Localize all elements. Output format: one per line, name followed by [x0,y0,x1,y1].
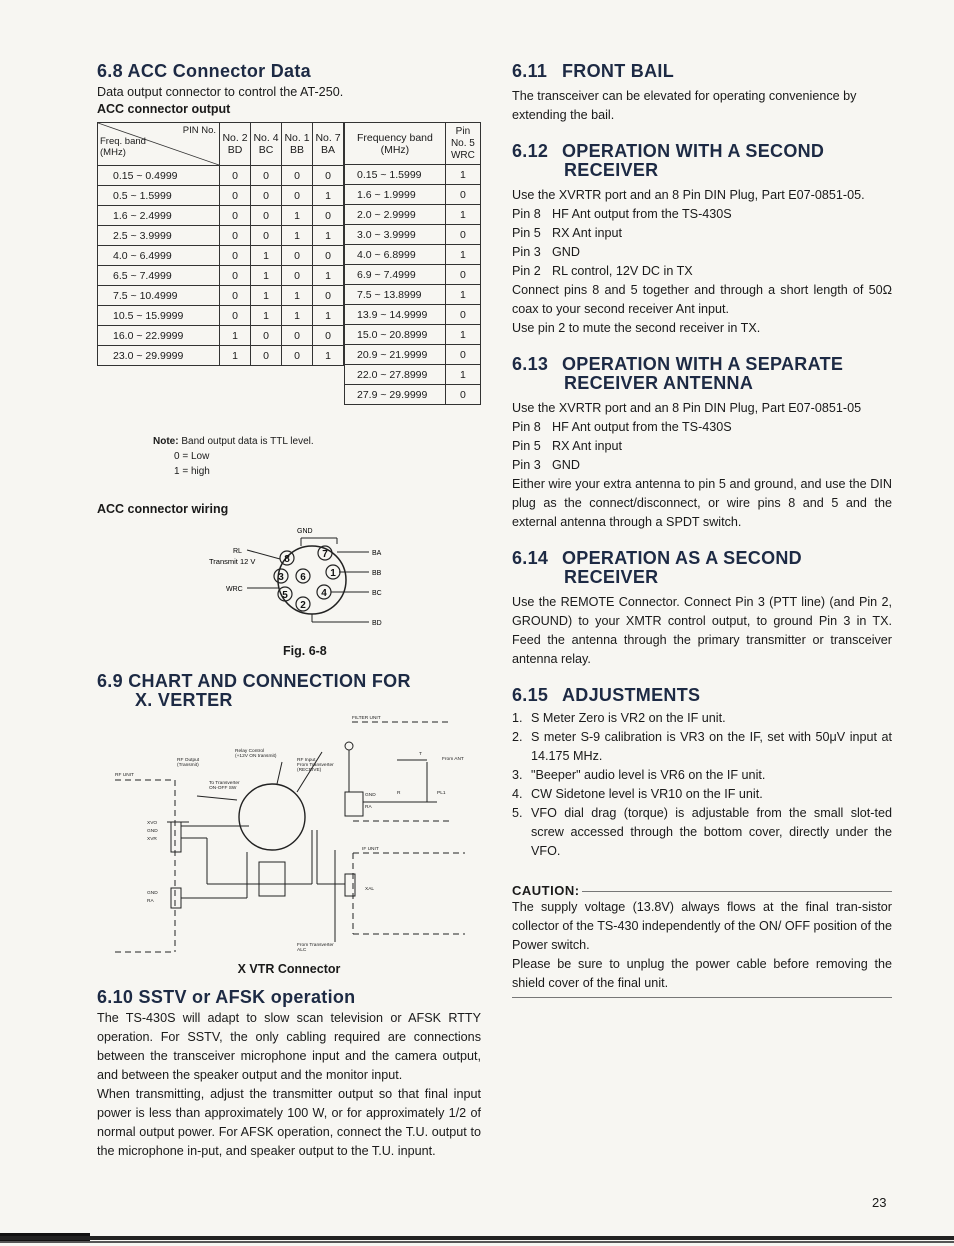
section-6-11-title: 6.11 FRONT BAIL [512,61,674,81]
bit-cell: 0 [251,346,282,366]
section-6-14-title: 6.14 OPERATION AS A SECOND RECEIVER [512,548,802,587]
pin-line [512,224,892,243]
wrc-header-freq: Frequency band (MHz) [345,123,446,165]
table-row [345,265,481,285]
section-6-10-title: 6.10 SSTV or AFSK operation [97,987,356,1007]
wrc-table [344,122,481,405]
pin-line [512,262,892,281]
bit-cell: 0 [220,206,251,226]
table-row [345,365,481,385]
wrc-cell: 1 [445,245,480,265]
pin-7: 7 [322,549,328,560]
xvtr-caption: X VTR Connector [237,962,341,976]
fig-6-8-caption: Fig. 6-8 [283,644,327,658]
label-rf-in2: From Transverter [297,763,334,768]
bit-cell: 0 [313,166,344,186]
left-column [97,62,481,1161]
bit-cell: 0 [251,226,282,246]
wrc-cell: 0 [445,305,480,325]
list-item [512,709,892,728]
pin-description: GND [552,245,580,259]
wrc-cell: 0 [445,345,480,365]
bit-cell: 0 [220,266,251,286]
wrc-cell: 1 [445,205,480,225]
caution-header [512,883,892,898]
section-6-12-pins [512,205,892,281]
label-pl1: PL1 [437,791,446,796]
item-number: 2. [512,730,523,744]
label-gnd3: GND [365,793,376,798]
table-row [98,326,344,346]
bit-cell: 1 [251,286,282,306]
table-row [98,206,344,226]
bit-cell: 1 [251,246,282,266]
pin-line [512,205,892,224]
item-text: CW Sidetone level is VR10 on the IF unit. [531,787,763,801]
table-row [98,226,344,246]
pin-description: RX Ant input [552,226,623,240]
bit-cell: 0 [282,266,313,286]
ttl-note [153,434,314,479]
header-freq-band: Freq. band (MHz) [100,136,146,158]
freq-cell: 3.0 ~ 3.9999 [345,225,446,245]
pin-line [512,437,892,456]
section-6-10-p1: The TS-430S will adapt to slow scan television or AFSK RTTY operation. For SSTV, the only cabling required are connections between the transceiver microphone input and the camera output, and between the speaker output and the monitor input. [97,1011,481,1082]
label-rf-in3: (RECEIVE) [297,768,322,773]
bit-cell: 1 [282,226,313,246]
wrc-cell: 0 [445,385,480,405]
bit-cell: 0 [220,246,251,266]
label-xvr: XVR [147,837,157,842]
bottom-rule-thin [0,1241,954,1243]
col-header-pin7: No. 7 BA [313,123,344,166]
caution-bottom-rule [512,997,892,998]
pin-number: Pin 2 [512,264,541,278]
wiring-wrc: WRC [226,586,243,593]
item-number: 3. [512,768,523,782]
pin-8: 8 [284,554,290,565]
bit-cell: 0 [313,206,344,226]
table-row [345,185,481,205]
section-6-12-p2: Connect pins 8 and 5 together and through a short length of 50Ω coax to your second receiver Ant input. [512,283,892,316]
table-row [345,285,481,305]
bottom-rule [0,1236,954,1240]
label-rf-out2: (Transmit) [177,763,199,768]
table-row [98,266,344,286]
label-r: R [397,791,401,796]
bit-cell: 0 [282,166,313,186]
table-row [345,245,481,265]
freq-cell: 0.15 ~ 1.5999 [345,165,446,185]
table-row [98,166,344,186]
freq-cell: 22.0 ~ 27.8999 [345,365,446,385]
bit-cell: 0 [282,246,313,266]
freq-cell: 7.5 ~ 13.8999 [345,285,446,305]
list-item [512,804,892,861]
bit-cell: 1 [313,346,344,366]
pin-description: GND [552,458,580,472]
pin-line [512,456,892,475]
section-6-13-title: 6.13 OPERATION WITH A SEPARATE RECEIVER ANTENNA [512,354,844,393]
item-text: S Meter Zero is VR2 on the IF unit. [531,711,726,725]
label-filter-unit: FILTER UNIT [352,716,381,721]
label-if-unit: IF UNIT [362,847,379,852]
bit-cell: 0 [282,326,313,346]
wiring-bb: BB [372,570,382,577]
wrc-cell: 1 [445,365,480,385]
pin-5: 5 [282,590,288,601]
table-row [98,286,344,306]
note-low: 0 = Low [174,451,210,462]
wrc-cell: 1 [445,325,480,345]
pin-1: 1 [330,568,336,579]
pin-number: Pin 5 [512,439,541,453]
caution-rule [582,891,892,892]
note-label: Note: [153,436,179,447]
label-gnd2: GND [147,891,158,896]
pin-line [512,243,892,262]
wiring-tx: Transmit 12 V [209,557,256,566]
pin-2: 2 [300,600,306,611]
label-ra2: RA [365,805,372,810]
pin-number: Pin 3 [512,458,541,472]
item-number: 1. [512,711,523,725]
table-row [98,246,344,266]
bit-cell: 1 [282,206,313,226]
freq-cell: 20.9 ~ 21.9999 [345,345,446,365]
freq-cell: 10.5 ~ 15.9999 [98,306,220,326]
acc-wiring-title: ACC connector wiring [97,502,229,516]
table-row [345,305,481,325]
section-6-8-intro: Data output connector to control the AT-250. [97,85,344,99]
freq-cell: 13.9 ~ 14.9999 [345,305,446,325]
item-text: "Beeper" audio level is VR6 on the IF unit. [531,768,766,782]
acc-tables [97,102,481,477]
table-row [98,306,344,326]
caution-title: CAUTION: [512,883,580,898]
table-row [345,325,481,345]
freq-cell: 4.0 ~ 6.8999 [345,245,446,265]
section-6-12-title: 6.12 OPERATION WITH A SECOND RECEIVER [512,141,825,180]
list-item [512,766,892,785]
bit-cell: 1 [313,186,344,206]
label-alc: ALC [297,948,307,953]
table-row [98,346,344,366]
label-to-tv2: ON-OFF SW [209,786,237,791]
acc-output-title: ACC connector output [97,102,231,116]
wrc-header-pin: Pin No. 5 WRC [445,123,480,165]
label-to-tv: To Transverter [209,781,240,786]
pin-description: HF Ant output from the TS-430S [552,420,732,434]
freq-cell: 0.5 ~ 1.5999 [98,186,220,206]
adjustments-list [512,709,892,861]
wrc-cell: 1 [445,285,480,305]
section-6-12-p1: Use the XVRTR port and an 8 Pin DIN Plug, Part E07-0851-05. [512,188,865,202]
bit-cell: 1 [313,266,344,286]
pin-description: RX Ant input [552,439,623,453]
bit-cell: 1 [220,326,251,346]
freq-cell: 2.0 ~ 2.9999 [345,205,446,225]
xvtr-schematic [97,712,481,960]
freq-cell: 15.0 ~ 20.8999 [345,325,446,345]
bit-cell: 0 [251,206,282,226]
freq-cell: 23.0 ~ 29.9999 [98,346,220,366]
pin-6: 6 [300,572,306,583]
label-relay2: (+12V ON transmit) [235,754,277,759]
note-high: 1 = high [174,466,210,477]
bit-cell: 0 [251,166,282,186]
pin-line [512,418,892,437]
bit-cell: 1 [282,306,313,326]
bit-cell: 0 [220,166,251,186]
label-ra: RA [147,899,154,904]
pin-description: RL control, 12V DC in TX [552,264,693,278]
section-6-10-p2: When transmitting, adjust the transmitter output so that final input power is less than approximately 100 W, or for approximately 1/2 of normal output power. For AFSK operation, connect the T.U. output to the microphone in-put, and speaker output to the T.U. inpunt. [97,1087,481,1158]
bit-cell: 1 [313,306,344,326]
pin-number: Pin 5 [512,226,541,240]
section-6-8-title: 6.8 ACC Connector Data [97,61,311,81]
section-6-13-p2: Either wire your extra antenna to pin 5 and ground, and use the DIN plug as the connect/disconnect, or wire pins 8 and 5 and the external antenna through a SPDT switch. [512,477,892,529]
section-6-13-pins [512,418,892,475]
section-6-13-p1: Use the XVRTR port and an 8 Pin DIN Plug, Part E07-0851-05 [512,401,862,415]
freq-cell: 0.15 ~ 0.4999 [98,166,220,186]
wiring-bd: BD [372,620,382,627]
freq-cell: 6.5 ~ 7.4999 [98,266,220,286]
caution-p1: The supply voltage (13.8V) always flows at the final tran-sistor collector of the TS-430 independently of the ON/ OFF position of the Power switch. [512,900,892,952]
din-connector-diagram [97,520,481,642]
section-6-15-title: 6.15 ADJUSTMENTS [512,685,701,705]
label-xvo: XVO [147,821,158,826]
bit-cell: 1 [313,226,344,246]
wrc-cell: 1 [445,165,480,185]
pin-3: 3 [278,572,284,583]
bit-cell: 0 [220,226,251,246]
wrc-cell: 0 [445,225,480,245]
right-column [512,62,892,998]
freq-cell: 16.0 ~ 22.9999 [98,326,220,346]
freq-cell: 1.6 ~ 2.4999 [98,206,220,226]
bit-cell: 0 [313,246,344,266]
table-header-corner [98,123,220,166]
bit-cell: 0 [282,346,313,366]
wiring-rl: RL [233,548,242,555]
section-6-12-p3: Use pin 2 to mute the second receiver in TX. [512,321,761,335]
wrc-cell: 0 [445,185,480,205]
col-header-pin1: No. 1 BB [282,123,313,166]
wrc-cell: 0 [445,265,480,285]
acc-wiring-diagram [97,520,481,642]
label-rf-unit: RF UNIT [115,773,134,778]
bit-cell: 0 [282,186,313,206]
section-6-14-p: Use the REMOTE Connector. Connect Pin 3 (PTT line) (and Pin 2, GROUND) to your XMTR control output, to ground Pin 3 in TX. Feed the antenna through the primary transmitter or transceiver antenna relay. [512,595,892,666]
bit-cell: 1 [251,266,282,286]
bit-cell: 0 [220,286,251,306]
wiring-gnd: GND [297,528,313,535]
label-from-ant: From ANT [442,757,464,762]
bit-cell: 0 [251,326,282,346]
table-row [98,186,344,206]
label-gnd: GND [147,829,158,834]
bit-cell: 0 [251,186,282,206]
list-item [512,728,892,766]
header-pin-no: PIN No. [182,125,216,136]
wiring-bc: BC [372,590,382,597]
pin-4: 4 [321,588,327,599]
pin-number: Pin 8 [512,207,541,221]
caution-p2: Please be sure to unplug the power cable before removing the shield cover of the final unit. [512,957,892,990]
table-row [345,165,481,185]
col-header-pin2: No. 2 BD [220,123,251,166]
pin-number: Pin 3 [512,245,541,259]
pin-description: HF Ant output from the TS-430S [552,207,732,221]
label-rf-out: RF Output [177,758,200,763]
freq-cell: 1.6 ~ 1.9999 [345,185,446,205]
bit-cell: 0 [313,326,344,346]
pin-number: Pin 8 [512,420,541,434]
freq-cell: 2.5 ~ 3.9999 [98,226,220,246]
section-6-11-p: The transceiver can be elevated for operating convenience by extending the bail. [512,89,857,122]
freq-cell: 27.9 ~ 29.9999 [345,385,446,405]
freq-cell: 6.9 ~ 7.4999 [345,265,446,285]
acc-output-table [97,122,344,366]
item-text: S meter S-9 calibration is VR3 on the IF, set with 50μV input at 14.175 MHz. [531,730,892,763]
page-number: 23 [872,1195,887,1210]
table-row [345,345,481,365]
label-t: T [419,752,422,757]
bit-cell: 1 [220,346,251,366]
label-relay: Relay Control [235,749,265,754]
table-row [345,205,481,225]
label-xal: XAL [365,887,375,892]
note-text: Band output data is TTL level. [181,436,314,447]
list-item [512,785,892,804]
label-rf-in: RF Input [297,758,316,763]
item-text: VFO dial drag (torque) is adjustable from the small slot-ted screw accessed through the bottom cover, directly under the VFO. [531,806,892,858]
table-row [345,225,481,245]
table-row [345,385,481,405]
bit-cell: 1 [251,306,282,326]
freq-cell: 4.0 ~ 6.4999 [98,246,220,266]
item-number: 4. [512,787,523,801]
bit-cell: 1 [282,286,313,306]
label-from-tv: From Transverter [297,943,334,948]
bit-cell: 0 [313,286,344,306]
section-6-9-title: 6.9 CHART AND CONNECTION FOR X. VERTER [97,671,411,710]
wiring-ba: BA [372,550,382,557]
freq-cell: 7.5 ~ 10.4999 [98,286,220,306]
xvtr-schematic-drawing [97,712,481,960]
col-header-pin4: No. 4 BC [251,123,282,166]
item-number: 5. [512,806,523,820]
bit-cell: 0 [220,186,251,206]
bit-cell: 0 [220,306,251,326]
